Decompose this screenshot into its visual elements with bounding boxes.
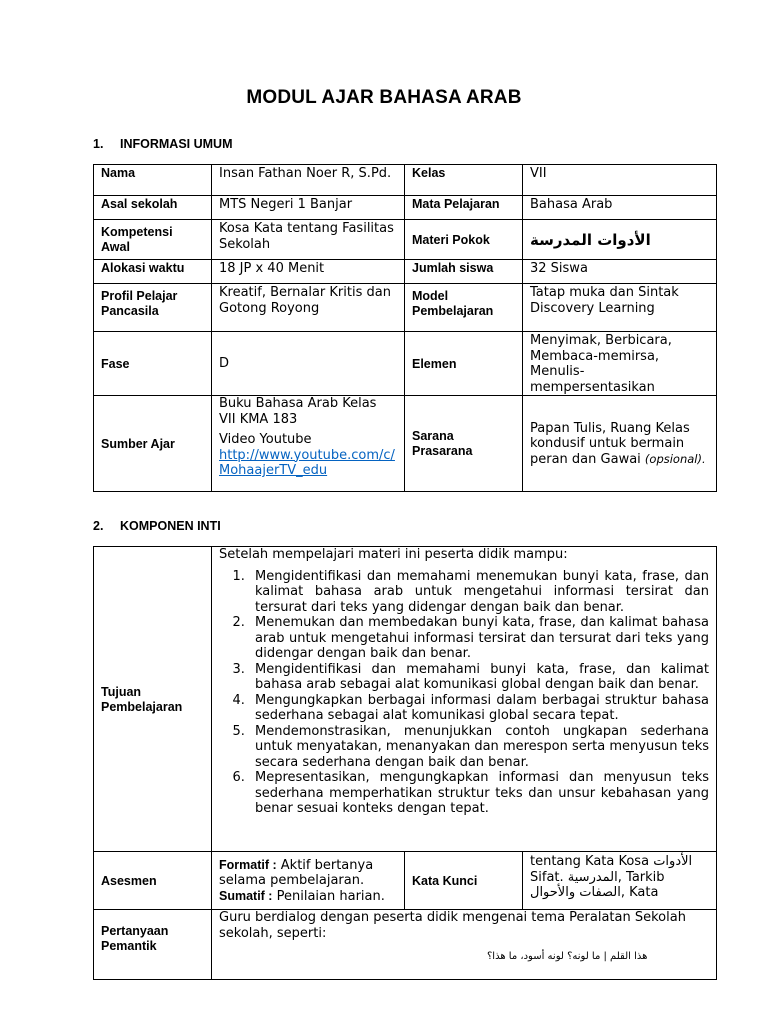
table-row bbox=[94, 196, 717, 220]
pertanyaan-arab-text: هذا القلم | ما لونه؟ لونه أسود، ما هذا؟ bbox=[487, 951, 648, 962]
formatif-value: Aktif bertanya selama pembelajaran. bbox=[219, 857, 374, 889]
kelas-value: VII bbox=[523, 165, 717, 196]
mata-pelajaran-value: Bahasa Arab bbox=[523, 196, 717, 220]
asesmen-label: Asesmen bbox=[94, 852, 212, 910]
goals-list bbox=[219, 569, 709, 817]
nama-value: Insan Fathan Noer R, S.Pd. bbox=[212, 165, 405, 196]
list-item: 6. Mepresentasikan, mengungkapkan informasi dan menyusun teks sederhana memperhatikan struktur teks dan unsur kebahasan yang benar sesuai konteks dengan tepat. bbox=[249, 770, 709, 817]
sumber-ajar-book: Buku Bahasa Arab Kelas VII KMA 183 bbox=[219, 396, 377, 427]
tujuan-intro: Setelah mempelajari materi ini peserta didik mampu: bbox=[219, 547, 568, 562]
sumber-ajar-label: Sumber Ajar bbox=[94, 396, 212, 492]
sarana-optional-note: (opsional). bbox=[644, 451, 706, 466]
informasi-umum-table bbox=[93, 164, 717, 492]
section-title: INFORMASI UMUM bbox=[120, 137, 233, 151]
section-number: 1. bbox=[93, 137, 104, 151]
table-row bbox=[94, 547, 717, 852]
materi-pokok-value: الأدوات المدرسة bbox=[530, 230, 651, 249]
list-item: 5. Mendemonstrasikan, menunjukkan contoh ungkapan sederhana untuk menyatakan, menanyakan dan merespon serta menyusun teks secara sederhana dengan baik dan benar. bbox=[249, 724, 709, 771]
document-title: MODUL AJAR BAHASA ARAB bbox=[246, 87, 522, 108]
section-heading-komponen-inti bbox=[93, 519, 221, 533]
list-item: 1. Mengidentifikasi dan memahami menemukan bunyi kata, frase, dan kalimat bahasa arab untuk mengetahui informasi tersirat dan tersurat dari teks yang didengar dengan baik dan benar. bbox=[249, 569, 709, 616]
table-row bbox=[94, 910, 717, 980]
pertanyaan-pemantik-value: Guru berdialog dengan peserta didik mengenai tema Peralatan Sekolah sekolah, seperti: bbox=[219, 910, 686, 941]
kelas-label: Kelas bbox=[405, 165, 523, 196]
alokasi-waktu-value: 18 JP x 40 Menit bbox=[212, 260, 405, 284]
table-row bbox=[94, 852, 717, 910]
profil-pelajar-label: Profil Pelajar Pancasila bbox=[94, 284, 212, 332]
jumlah-siswa-value: 32 Siswa bbox=[523, 260, 717, 284]
sumatif-label: Sumatif : bbox=[219, 888, 273, 903]
list-item: 2. Menemukan dan membedakan bunyi kata, frase, dan kalimat bahasa arab untuk mengetahui informasi tersirat dan tersurat dari teks yang didengar dengan baik dan benar. bbox=[249, 615, 709, 662]
model-pembelajaran-label: Model Pembelajaran bbox=[405, 284, 523, 332]
komponen-inti-table bbox=[93, 546, 717, 980]
profil-pelajar-value: Kreatif, Bernalar Kritis dan Gotong Royong bbox=[212, 284, 405, 332]
kata-kunci-label: Kata Kunci bbox=[405, 852, 523, 910]
fase-value: D bbox=[212, 332, 405, 396]
nama-label: Nama bbox=[94, 165, 212, 196]
pertanyaan-pemantik-label: Pertanyaan Pemantik bbox=[94, 910, 212, 980]
asal-sekolah-value: MTS Negeri 1 Banjar bbox=[212, 196, 405, 220]
kompetensi-awal-label: Kompetensi Awal bbox=[94, 220, 212, 260]
sumber-ajar-video: Video Youtube bbox=[219, 432, 312, 447]
youtube-channel-link[interactable]: MohaajerTV_edu bbox=[219, 463, 328, 478]
alokasi-waktu-label: Alokasi waktu bbox=[94, 260, 212, 284]
model-pembelajaran-value: Tatap muka dan Sintak Discovery Learning bbox=[523, 284, 717, 332]
sumatif-value: Penilaian harian. bbox=[272, 888, 385, 904]
formatif-label: Formatif : bbox=[219, 857, 277, 872]
mata-pelajaran-label: Mata Pelajaran bbox=[405, 196, 523, 220]
section-number: 2. bbox=[93, 519, 104, 533]
table-row bbox=[94, 220, 717, 260]
tujuan-pembelajaran-label: Tujuan Pembelajaran bbox=[94, 547, 212, 852]
table-row bbox=[94, 396, 717, 492]
sarana-prasarana-value: Papan Tulis, Ruang Kelas kondusif untuk bermain peran dan Gawai bbox=[530, 420, 690, 467]
elemen-label: Elemen bbox=[405, 332, 523, 396]
table-row bbox=[94, 284, 717, 332]
asal-sekolah-label: Asal sekolah bbox=[94, 196, 212, 220]
section-title: KOMPONEN INTI bbox=[120, 519, 221, 533]
kata-kunci-value: tentang Kata Kosa الأدوات Sifat. المدرسية, Tarkib الصفات والأحوال, Kata bbox=[523, 852, 717, 910]
table-row bbox=[94, 165, 717, 196]
section-heading-informasi-umum bbox=[93, 137, 233, 151]
elemen-value: Menyimak, Berbicara, Membaca-memirsa, Menulis-mempersentasikan bbox=[523, 332, 717, 396]
kompetensi-awal-value: Kosa Kata tentang Fasilitas Sekolah bbox=[212, 220, 405, 260]
materi-pokok-label: Materi Pokok bbox=[405, 220, 523, 260]
list-item: 4. Mengungkapkan berbagai informasi dalam berbagai struktur bahasa sederhana sebagai alat komunikasi global secara tepat. bbox=[249, 693, 709, 724]
youtube-link[interactable]: http://www.youtube.com/c/ bbox=[219, 447, 395, 463]
table-row bbox=[94, 260, 717, 284]
jumlah-siswa-label: Jumlah siswa bbox=[405, 260, 523, 284]
sarana-prasarana-label: Sarana Prasarana bbox=[405, 396, 523, 492]
fase-label: Fase bbox=[94, 332, 212, 396]
table-row bbox=[94, 332, 717, 396]
list-item: 3. Mengidentifikasi dan memahami bunyi kata, frase, dan kalimat bahasa arab sebagai alat komunikasi global dengan baik dan benar. bbox=[249, 662, 709, 693]
